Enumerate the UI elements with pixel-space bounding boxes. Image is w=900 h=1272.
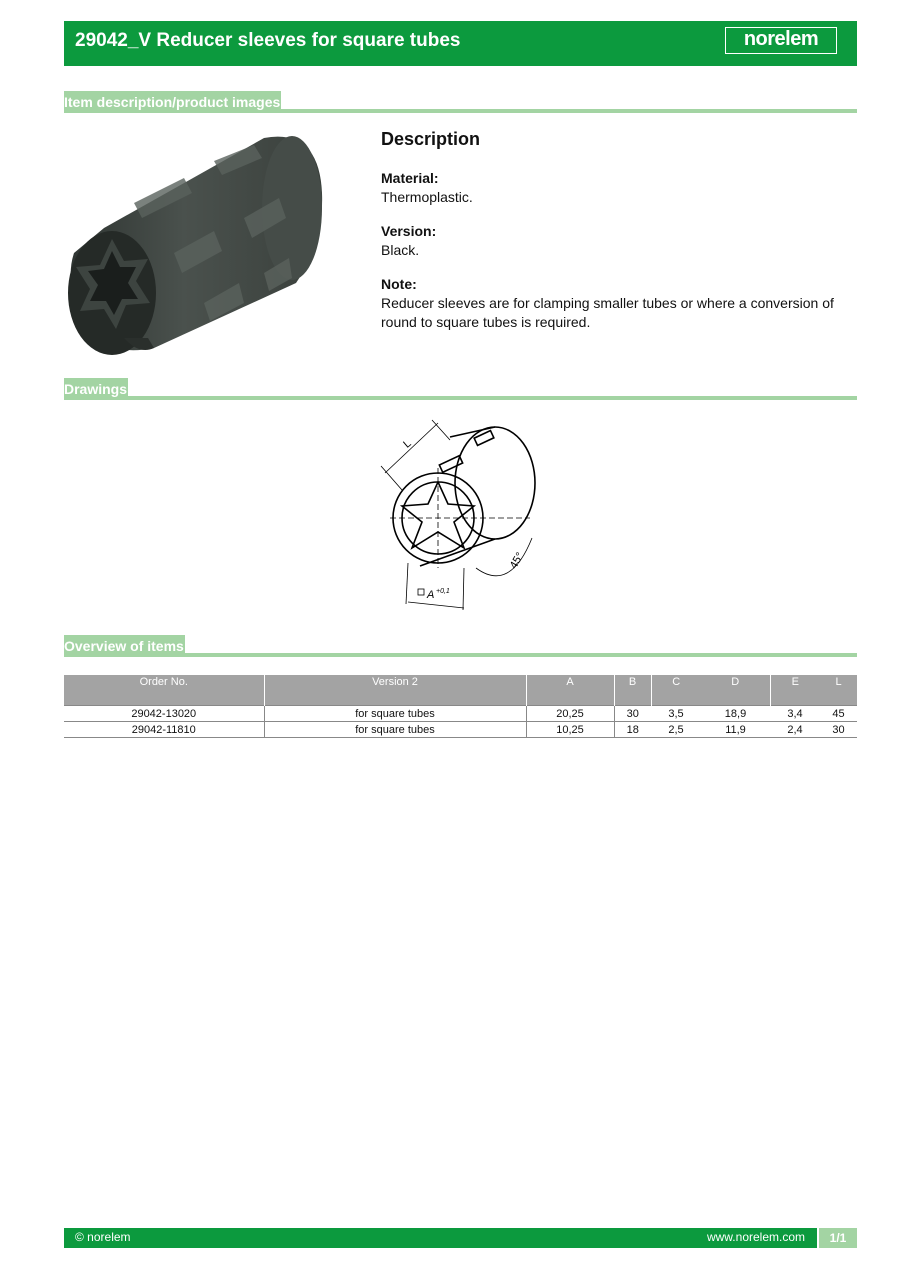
dim-c-cell: 2,5 — [651, 722, 701, 738]
website-url: www.norelem.com — [706, 1230, 805, 1244]
dim-b-cell: 18 — [614, 722, 651, 738]
section-heading: Drawings — [64, 378, 128, 399]
dim-a-tolerance: +0,1 — [436, 588, 450, 595]
description-heading: Description — [381, 129, 481, 149]
column-header: Version 2 — [264, 675, 526, 706]
note-label: Note: — [381, 276, 417, 292]
page-footer — [64, 1228, 857, 1248]
material-label: Material: — [381, 170, 439, 186]
table-header-row — [64, 675, 857, 706]
technical-drawing — [380, 418, 540, 613]
column-header: Order No. — [64, 675, 264, 706]
section-drawings — [64, 378, 857, 402]
dim-c-cell: 3,5 — [651, 706, 701, 722]
table-row — [64, 706, 857, 722]
dim-a-label: A — [427, 589, 435, 601]
page-title: 29042_V Reducer sleeves for square tubes — [75, 30, 461, 51]
dim-e-cell: 2,4 — [770, 722, 820, 738]
dim-d-cell: 11,9 — [701, 722, 770, 738]
order-number-cell: 29042-11810 — [64, 722, 264, 738]
order-number-cell: 29042-13020 — [64, 706, 264, 722]
page-header — [64, 21, 857, 66]
norelem-logo: norelem — [725, 27, 837, 54]
dim-e-cell: 3,4 — [770, 706, 820, 722]
section-divider — [64, 396, 857, 400]
material-value: Thermoplastic. — [381, 189, 473, 205]
section-item-description — [64, 91, 857, 115]
version-label: Version: — [381, 223, 437, 239]
column-header: A — [526, 675, 614, 706]
dim-a-cell: 20,25 — [526, 706, 614, 722]
version-block — [381, 222, 851, 260]
dim-d-cell: 18,9 — [701, 706, 770, 722]
column-header: C — [651, 675, 701, 706]
angle-label: 45° — [507, 550, 527, 571]
note-value: Reducer sleeves are for clamping smaller tubes or where a conversion of round to square tubes is required. — [381, 295, 834, 330]
section-overview — [64, 635, 857, 659]
table-row — [64, 722, 857, 738]
column-header: E — [770, 675, 820, 706]
square-symbol — [418, 589, 424, 595]
column-header: L — [820, 675, 857, 706]
section-heading: Item description/product images — [64, 91, 281, 112]
dim-l-label: L — [401, 437, 414, 451]
material-block — [381, 169, 851, 207]
page-number: 1/1 — [817, 1228, 857, 1248]
dim-l-cell: 30 — [820, 722, 857, 738]
column-header: B — [614, 675, 651, 706]
dim-l-cell: 45 — [820, 706, 857, 722]
description-panel — [381, 130, 851, 347]
dim-b-cell: 30 — [614, 706, 651, 722]
version-value: Black. — [381, 242, 420, 258]
items-table — [64, 675, 857, 738]
section-heading: Overview of items — [64, 635, 185, 656]
version-cell: for square tubes — [264, 722, 526, 738]
version-cell: for square tubes — [264, 706, 526, 722]
copyright: © norelem — [75, 1230, 131, 1244]
dim-a-cell: 10,25 — [526, 722, 614, 738]
product-image — [64, 133, 324, 355]
column-header: D — [701, 675, 770, 706]
note-block — [381, 275, 851, 332]
